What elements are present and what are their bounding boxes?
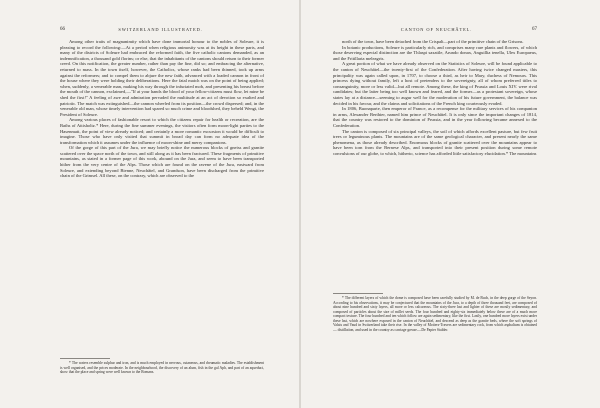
paragraph: In 1806, Buonaparte, then emperor of France, as a recompense for the military services of his companion in arms, Alexander Berthier, named him prince of Neuchâtel. It is only since the important changes of 1814, that the country was restored to the dominion of Prussia, and in the year following became annexed to the Confederation. [333, 106, 537, 128]
left-footnotes [60, 361, 264, 375]
footnote: * The waters resemble sulphur and iron, and is much employed in nervous, cutaneous, and rheumatic maladies. The establishment is well organised, and the prices moderate. In the neighbourhood, the discovery of an alum, fish in the gal Aph, and part of an aqueduct, show that the place and spring were well known to the Romans. [60, 361, 264, 375]
right-running-title: CANTON OF NEUCHÂTEL. [400, 27, 473, 32]
left-page [0, 0, 299, 408]
paragraph: A great portion of what we have already observed on the Statistics of Soleure, will be found applicable to the canton of Neuchâtel—the twenty-first of the Confederation. After having twice changed masters, this principality was again called upon, in 1707, to choose a third, as heir to Mary, duchess of Nemours. This princess dying without family, left a host of pretenders to the sovereignty, all of whom preferred titles to consanguinity, more or less valid—but all remote. Among these, the king of Prussia and Louis XIV. were rival candidates; but the latter being too well known and feared, and the former—as a protestant sovereign, whose states lay at a distance—seeming to augur well for the moderation of his future government, the balance was decided in his favour, and the claims and solicitations of the French king courteously evaded. [333, 61, 537, 106]
left-running-head [60, 27, 264, 32]
paragraph: Of the gorge of this part of the Jura, we may briefly notice the numerous blocks of gneiss and granite scattered over the space north of the town, and still along as it has been fractured. These fragments of primitive mountains, as stated in a former page of this work, abound on the Jura, and seem to have been transported hither from the very centre of the Alps. Those which are found on the ravene of the Jura, eastward from Soleure, and extending beyond Bienne, Neuchâtel, and Grandson, have been discharged from the primitive chain of the Grimsel. All these, on the contrary, which are observed to the [60, 145, 264, 179]
paragraph: The canton is composed of six principal valleys, the soil of which affords excellent pasture, but few fruit trees or leguminous plants. The mountains are of the same geological character, and present nearly the same phenomena, as those already described. Enormous blocks of granite scattered over the mountains appear to have been torn from the Bernese Alps, and transported into their present position during some remote convulsions of our globe, to which, hitherto, science has afforded little satisfactory elucidation.* The mountains [333, 128, 537, 156]
left-body-text [60, 39, 264, 179]
right-page [301, 0, 600, 408]
left-running-title: SWITZERLAND ILLUSTRATED. [118, 27, 203, 32]
footnote-rule [60, 358, 110, 359]
right-running-head [333, 27, 537, 32]
right-body-text [333, 39, 537, 156]
paragraph: north of the town, have been detached from the Crispalt—part of the primitive chain of the Grisons. [342, 39, 524, 44]
paragraph: In botanic productions, Soleure is particularly rich, and comprises many rare plants and flowers, of which those deserving especial distinction are the Thlaspi saxatile, Arundo donax, Anguillia tenella, Ulex Europaeus, and the Fritillaria meleagris. [333, 44, 537, 61]
footnote: * The different layers of which the dome is composed have been carefully studied by M. de Buch, in the deep gorge of the Seyon. According to his observations, it may be conjectured that the mountains of the Jura, to a depth of three thousand feet, are composed of about nine hundred and sixty layers, all more or less calcareous. The sixty-three last and lighter of these are mostly sedimentary, and composed of particles about the size of millet seeds. The four hundred and eighty-six immediately below these are of a much more compact texture. The four hundred and ten which follow are again sedimentary, like the first. Lastly, one hundred more layers exist under these last, which are nowhere exposed in the canton of Neuchâtel, and descend as deep as the granite beds, where the soft springs of Valais and Vaud in Switzerland take their rise. In the valley of Motiers-Travers are sedimentary rock, from which asphaltum is obtained — distillation, and used in the country as carriage grease.—De Papier Stalder. [333, 296, 537, 332]
right-footnotes [333, 296, 537, 332]
paragraph: Among various places of fashionable resort to which the citizens repair for health or recreation, are the Baths of Attisholtz.* Here, during the fine summer evenings, the visitors often form moon-light parties to the Hasenmatt, the point of view already noticed; and certainly a more romantic excursion it would be difficult to imagine. Those who have only visited that summit in broad day can form no adequate idea of the transformation which it assumes under the influence of moon-shine and merry companions. [60, 117, 264, 145]
left-page-number: 66 [60, 27, 65, 32]
paragraph: Among other traits of magnanimity which have done immortal honour to the nobles of Soleure, it is pleasing to record the following:—At a period when religious animosity was at its height in these parts, and many of the districts of Soleure had embraced the reformed faith, the five catholic cantons demanded, as an indemnification, a thousand gold florins; or else, that the inhabitants of the cantons should return to their former creed. On this notification, the greater number, rather than pay the fine, did so; and embracing the alternative, returned to mass. In the town itself, however, the Catholics, whose ranks had been thinned, took up arms against the reformers; and to compel them to abjure the new faith, advanced with a loaded cannon in front of the house where they were holding their deliberations. Here the fatal match was on the point of being applied; when, suddenly, a venerable man, making his way through the infuriated mob, and presenting his breast before the mouth of the cannon, exclaimed,—"If at your hands the blood of your fellow-citizens must flow, let mine be shed the first!" A feeling of awe and admiration pervaded the multitude at an act of devotion so exalted and patriotic. The match was extinguished—the cannon wheeled from its position—the crowd dispersed; and, in the venerable old man, whose timely intervention had spared so much crime and bloodshed, they beheld Wengi, the President of Soleure. [60, 39, 264, 117]
right-page-number: 67 [532, 27, 537, 32]
footnote-rule [333, 293, 383, 294]
